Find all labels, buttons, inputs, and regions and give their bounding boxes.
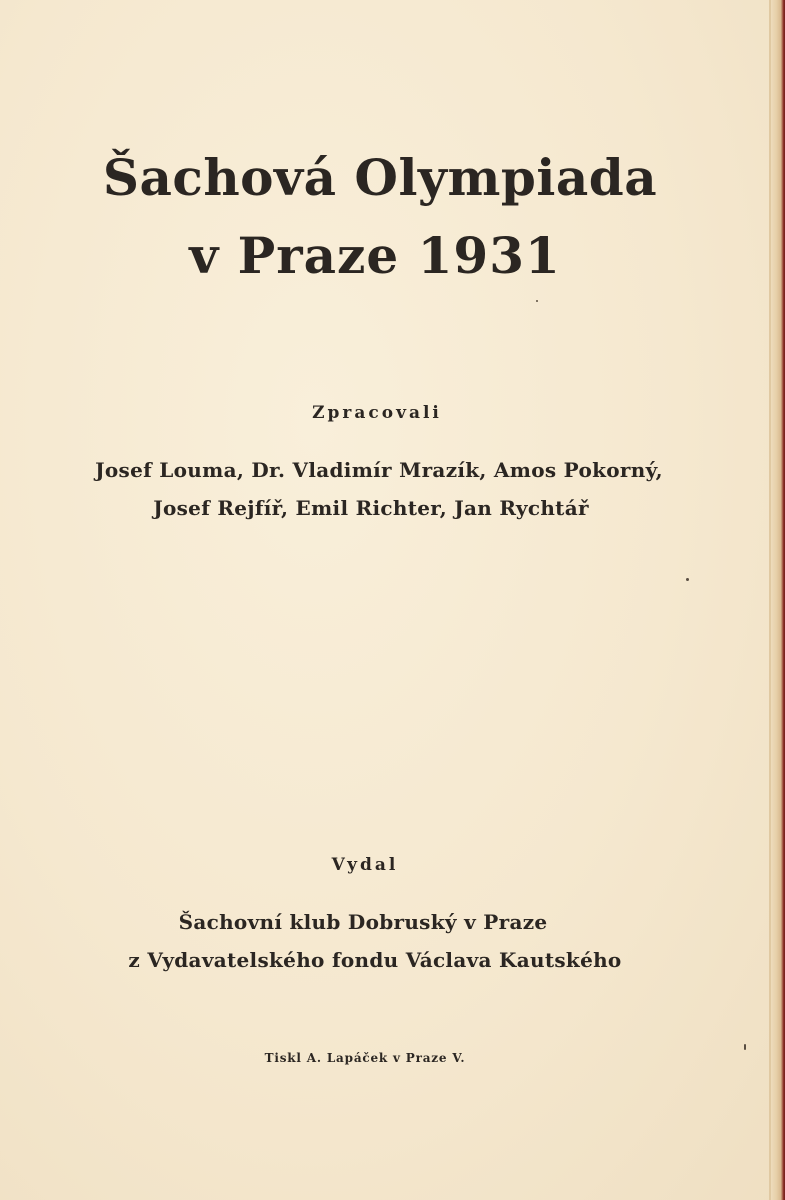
credits-label: Zpracovali xyxy=(312,403,442,423)
binding-edge xyxy=(771,0,785,1200)
paper-speck xyxy=(536,300,538,302)
publisher-label: Vydal xyxy=(331,855,399,875)
authors-line-1: Josef Louma, Dr. Vladimír Mrazík, Amos Pokorný, xyxy=(95,458,663,482)
publisher-line-1: Šachovní klub Dobruský v Praze xyxy=(178,910,548,934)
publisher-line-2: z Vydavatelského fondu Václava Kautského xyxy=(128,948,622,972)
book-title-line-2: v Praze 1931 xyxy=(189,226,561,285)
paper-speck xyxy=(744,1044,746,1050)
book-title-line-1: Šachová Olympiada xyxy=(102,148,658,207)
printer-imprint: Tiskl A. Lapáček v Praze V. xyxy=(264,1051,466,1065)
paper-speck xyxy=(686,578,689,581)
authors-line-2: Josef Rejfíř, Emil Richter, Jan Rychtář xyxy=(153,496,589,520)
